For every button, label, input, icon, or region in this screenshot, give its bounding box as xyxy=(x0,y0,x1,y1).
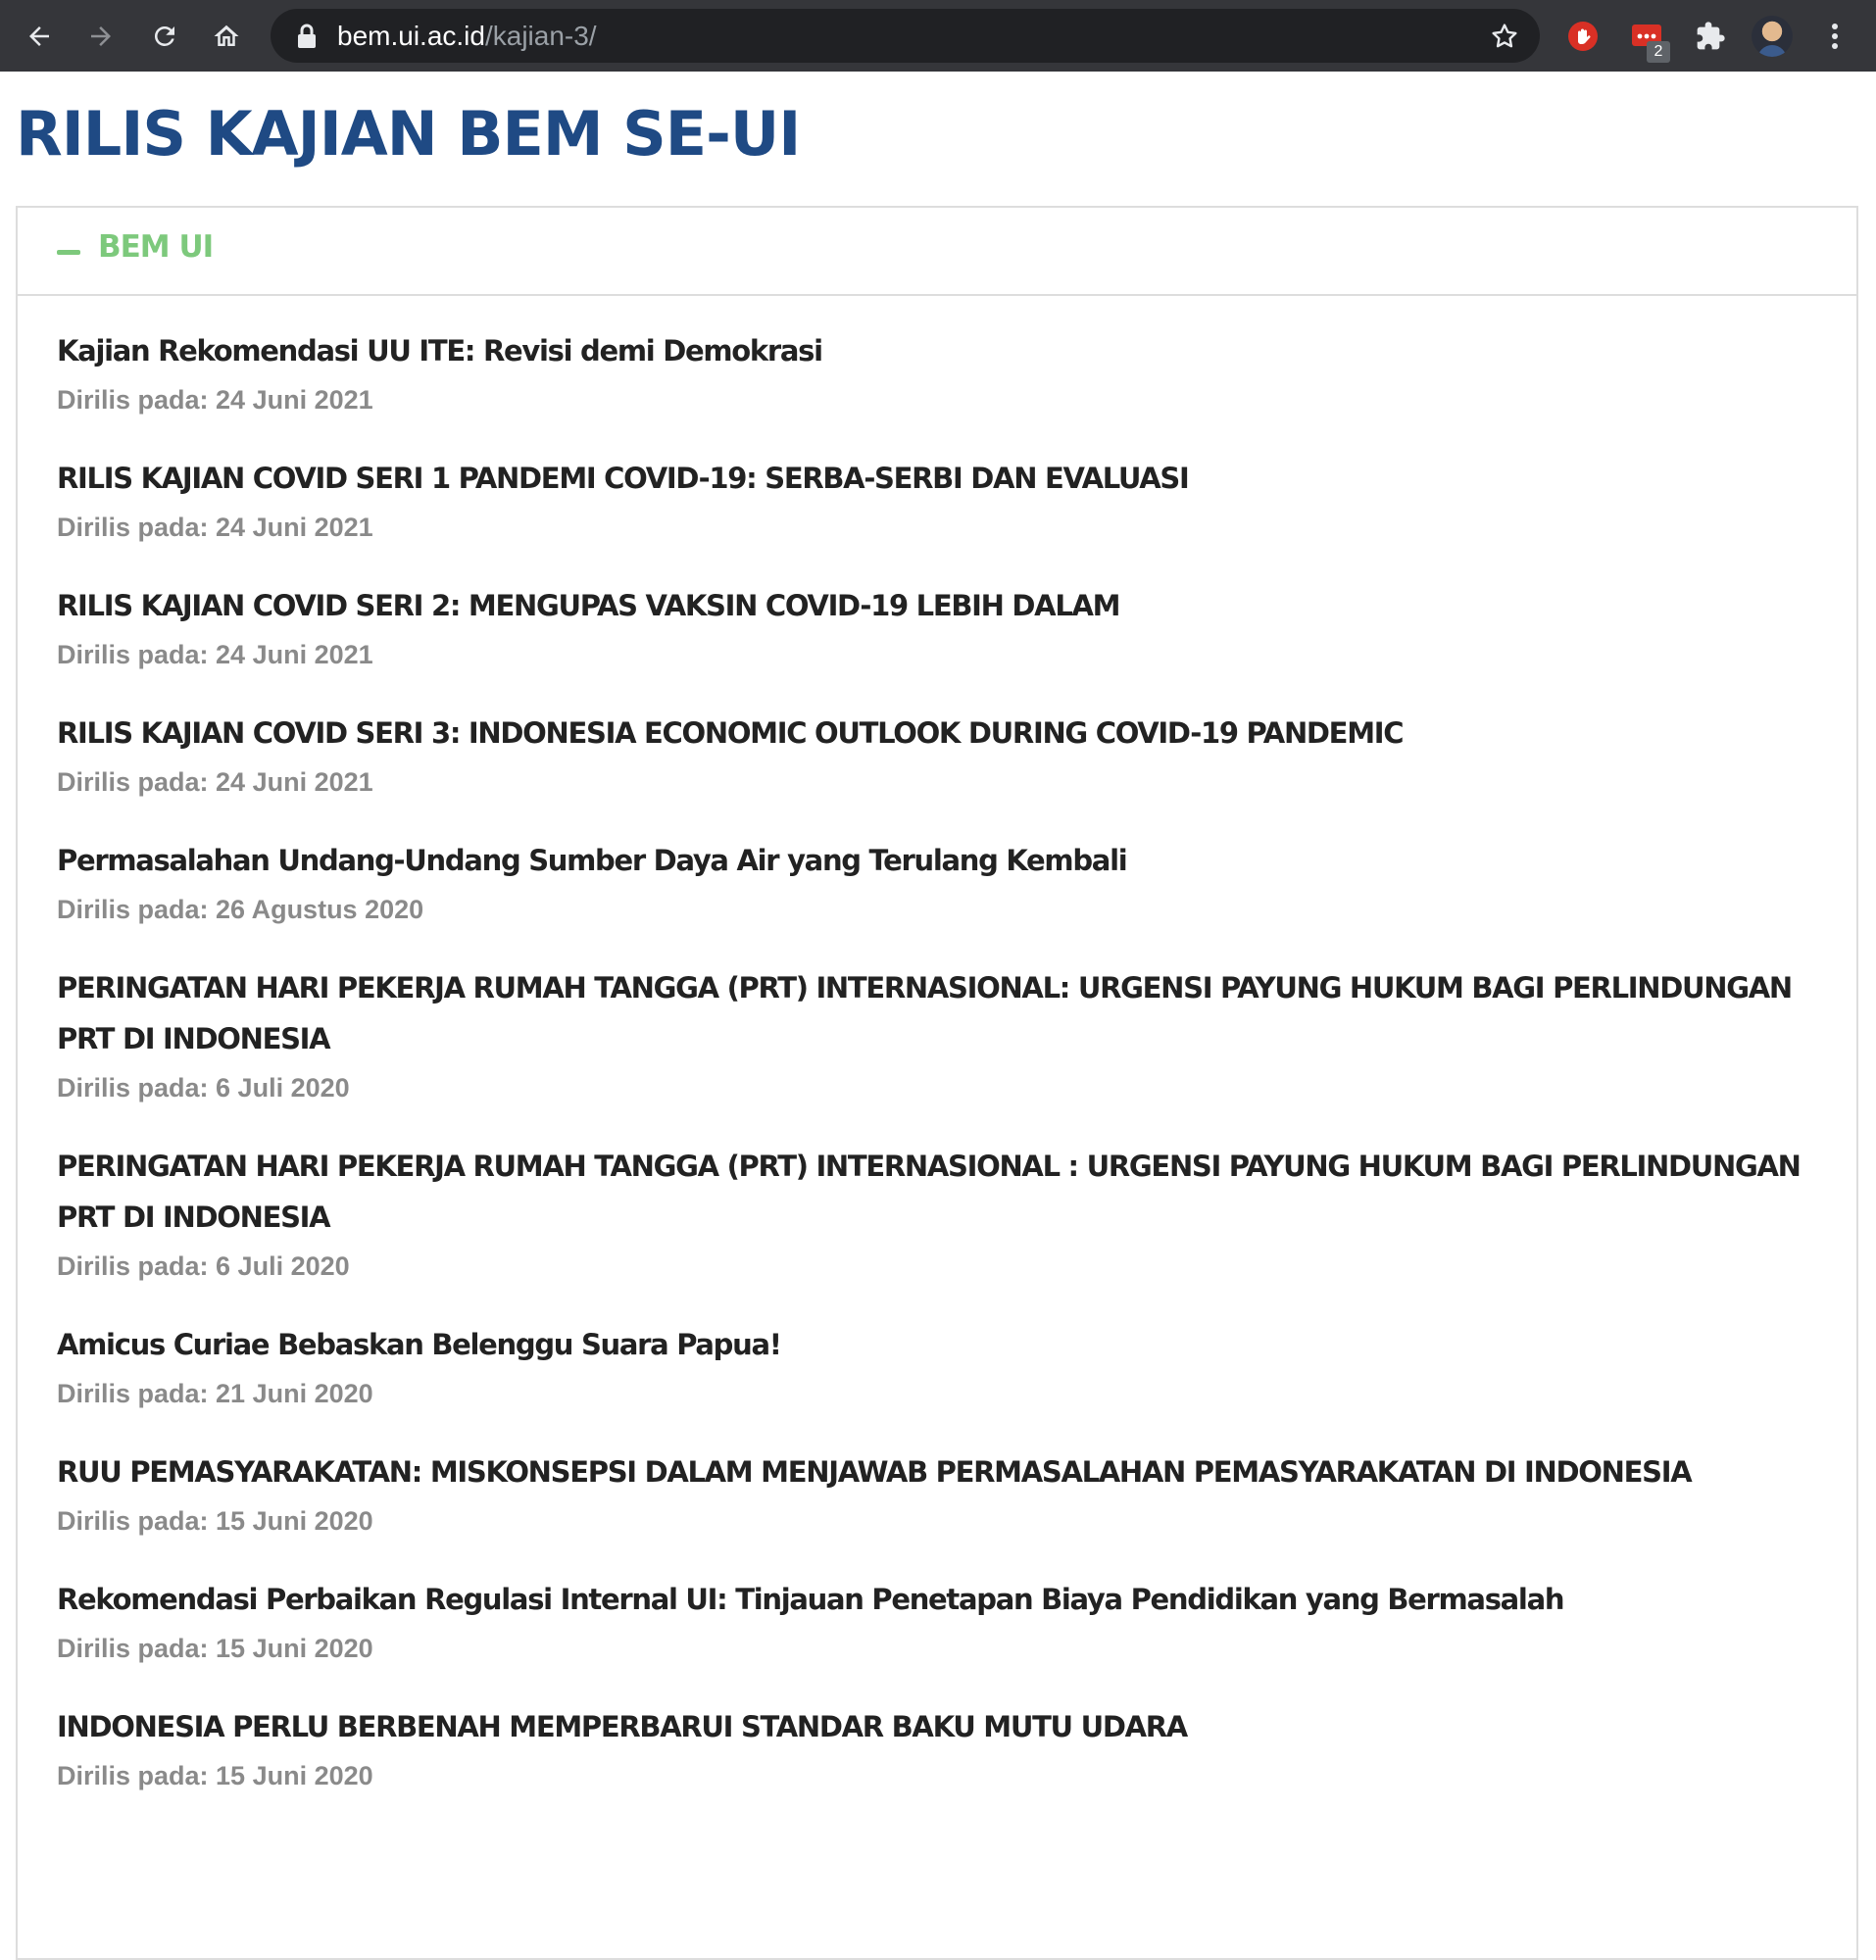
release-date: Dirilis pada: 15 Juni 2020 xyxy=(57,1761,373,1790)
list-item xyxy=(57,1574,1829,1672)
list-item xyxy=(57,835,1829,933)
home-button[interactable] xyxy=(204,14,249,59)
kajian-title-link[interactable]: RILIS KAJIAN COVID SERI 1 PANDEMI COVID-19: SERBA-SERBI DAN EVALUASI xyxy=(57,462,1189,495)
url-text[interactable] xyxy=(337,9,597,63)
url-host: bem.ui.ac.id xyxy=(337,21,485,51)
list-item xyxy=(57,1701,1829,1799)
release-date: Dirilis pada: 24 Juni 2021 xyxy=(57,767,373,797)
release-date: Dirilis pada: 24 Juni 2021 xyxy=(57,513,373,542)
adblock-extension-button[interactable] xyxy=(1560,14,1605,59)
arrow-left-icon xyxy=(25,22,54,51)
reload-icon xyxy=(150,22,179,51)
release-date: Dirilis pada: 26 Agustus 2020 xyxy=(57,895,424,924)
list-item xyxy=(57,1446,1829,1544)
address-bar[interactable] xyxy=(271,9,1540,63)
reload-button[interactable] xyxy=(142,14,187,59)
release-date: Dirilis pada: 24 Juni 2021 xyxy=(57,640,373,669)
release-date: Dirilis pada: 15 Juni 2020 xyxy=(57,1506,373,1536)
accordion-header[interactable] xyxy=(18,208,1856,296)
list-item xyxy=(57,580,1829,678)
kajian-title-link[interactable]: RILIS KAJIAN COVID SERI 3: INDONESIA ECONOMIC OUTLOOK DURING COVID-19 PANDEMIC xyxy=(57,716,1404,750)
kajian-title-link[interactable]: PERINGATAN HARI PEKERJA RUMAH TANGGA (PRT) INTERNASIONAL: URGENSI PAYUNG HUKUM BAGI PERLINDUNGAN PRT DI INDONESIA xyxy=(57,971,1792,1055)
kajian-title-link[interactable]: INDONESIA PERLU BERBENAH MEMPERBARUI STANDAR BAKU MUTU UDARA xyxy=(57,1710,1187,1743)
arrow-right-icon xyxy=(86,22,116,51)
kajian-title-link[interactable]: PERINGATAN HARI PEKERJA RUMAH TANGGA (PRT) INTERNASIONAL : URGENSI PAYUNG HUKUM BAGI PERLINDUNGAN PRT DI INDONESIA xyxy=(57,1150,1801,1234)
accordion-panel xyxy=(16,206,1858,1960)
kajian-title-link[interactable]: RUU PEMASYARAKATAN: MISKONSEPSI DALAM MENJAWAB PERMASALAHAN PEMASYARAKATAN DI INDONESIA xyxy=(57,1455,1692,1489)
profile-avatar[interactable] xyxy=(1752,16,1793,57)
kebab-menu-icon xyxy=(1830,22,1840,51)
accordion-label[interactable]: BEM UI xyxy=(98,229,214,265)
extensions-button[interactable] xyxy=(1688,14,1733,59)
kajian-title-link[interactable]: Kajian Rekomendasi UU ITE: Revisi demi Demokrasi xyxy=(57,334,822,368)
release-date: Dirilis pada: 15 Juni 2020 xyxy=(57,1634,373,1663)
list-item xyxy=(57,1319,1829,1417)
list-item xyxy=(57,325,1829,423)
forward-button[interactable] xyxy=(78,14,123,59)
back-button[interactable] xyxy=(17,14,62,59)
stop-hand-icon xyxy=(1566,20,1600,53)
list-item xyxy=(57,1141,1829,1290)
kajian-title-link[interactable]: Rekomendasi Perbaikan Regulasi Internal UI: Tinjauan Penetapan Biaya Pendidikan yang Bermasalah xyxy=(57,1583,1564,1616)
list-item xyxy=(57,708,1829,806)
kajian-title-link[interactable]: Amicus Curiae Bebaskan Belenggu Suara Papua! xyxy=(57,1328,781,1361)
url-path: /kajian-3/ xyxy=(484,21,597,51)
puzzle-icon xyxy=(1695,21,1726,52)
release-date: Dirilis pada: 6 Juli 2020 xyxy=(57,1073,350,1102)
collapse-minus-icon[interactable] xyxy=(57,250,80,255)
kajian-title-link[interactable]: RILIS KAJIAN COVID SERI 2: MENGUPAS VAKSIN COVID-19 LEBIH DALAM xyxy=(57,589,1120,622)
page-title: RILIS KAJIAN BEM SE-UI xyxy=(16,98,801,170)
release-date: Dirilis pada: 21 Juni 2020 xyxy=(57,1379,373,1408)
home-icon xyxy=(212,22,241,51)
browser-toolbar xyxy=(0,0,1876,72)
kajian-list xyxy=(57,325,1829,1829)
list-item xyxy=(57,962,1829,1111)
lock-icon xyxy=(296,24,318,49)
release-date: Dirilis pada: 24 Juni 2021 xyxy=(57,385,373,415)
kajian-title-link[interactable]: Permasalahan Undang-Undang Sumber Daya Air yang Terulang Kembali xyxy=(57,844,1127,877)
extension-count-badge: 2 xyxy=(1647,41,1670,63)
release-date: Dirilis pada: 6 Juli 2020 xyxy=(57,1251,350,1281)
list-item xyxy=(57,453,1829,551)
bookmark-star-icon[interactable] xyxy=(1489,21,1520,52)
menu-button[interactable] xyxy=(1812,14,1857,59)
